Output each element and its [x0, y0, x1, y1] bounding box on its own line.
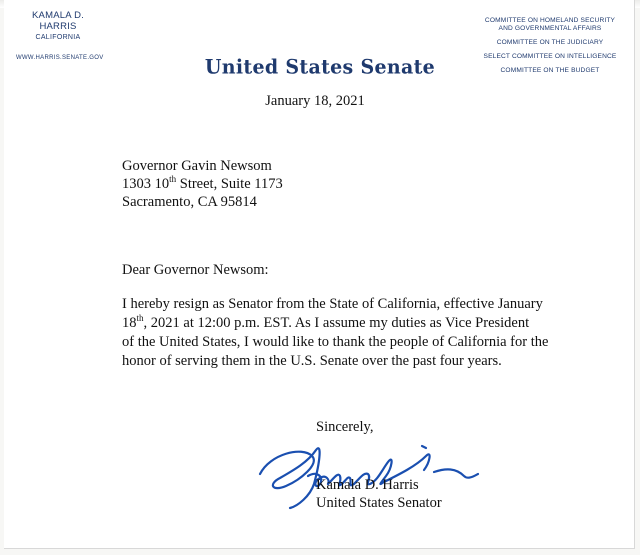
street-number: 1303 10: [122, 176, 170, 192]
recipient-city: Sacramento, CA 95814: [122, 194, 257, 210]
senate-masthead: United States Senate: [204, 55, 436, 79]
sender-website: WWW.HARRIS.SENATE.GOV: [16, 55, 104, 61]
letter-date: January 18, 2021: [265, 93, 365, 109]
recipient-street: [122, 175, 283, 193]
committee-item: COMMITTEE ON THE JUDICIARY: [496, 39, 604, 46]
body-line: of the United States, I would like to thank the people of California for the: [122, 334, 549, 350]
body-line: honor of serving them in the U.S. Senate over the past four years.: [122, 353, 502, 369]
committee-item: COMMITTEE ON THE BUDGET: [500, 67, 600, 74]
body-date-ordinal: th: [136, 313, 144, 324]
street-ordinal: th: [169, 174, 177, 185]
street-rest: Street, Suite 1173: [176, 176, 283, 192]
body-line: I hereby resign as Senator from the State of California, effective January: [122, 296, 543, 312]
recipient-address: [122, 157, 283, 211]
recipient-name: Governor Gavin Newsom: [122, 158, 272, 174]
sender-state: CALIFORNIA: [35, 34, 81, 41]
letter-body: [122, 295, 549, 371]
body-line-rest: , 2021 at 12:00 p.m. EST. As I assume my duties as Vice President: [143, 315, 530, 331]
salutation: Dear Governor Newsom:: [122, 262, 269, 278]
sender-name: KAMALA D. HARRIS: [32, 10, 84, 32]
committee-item: COMMITTEE ON HOMELAND SECURITY AND GOVERNMENTAL AFFAIRS: [484, 17, 616, 32]
body-line: [122, 314, 542, 333]
closing: Sincerely,: [316, 419, 374, 435]
signer-name: Kamala D. Harris: [316, 477, 419, 493]
sender-block: [16, 10, 104, 61]
committee-item: SELECT COMMITTEE ON INTELLIGENCE: [483, 53, 617, 60]
body-date-day: 18: [122, 315, 137, 331]
signer-title: United States Senator: [316, 495, 442, 511]
